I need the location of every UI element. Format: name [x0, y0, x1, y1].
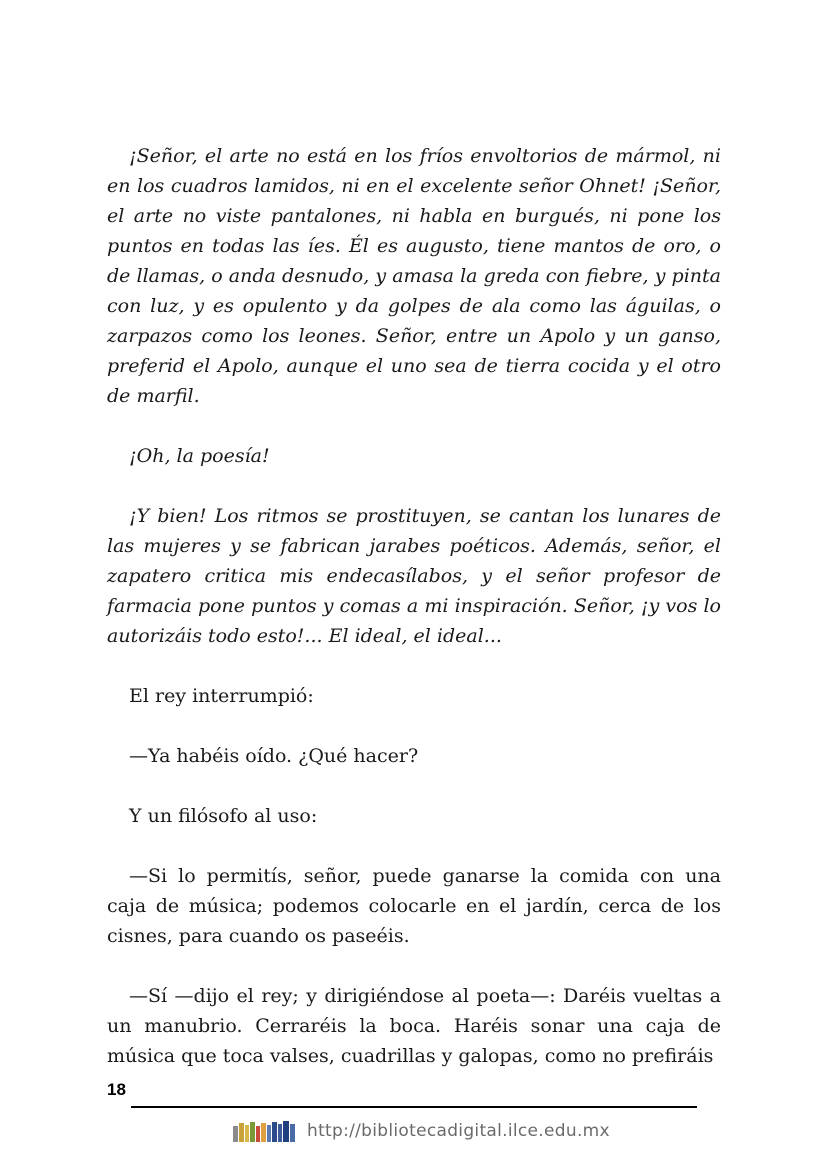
paragraph: ¡Señor, el arte no está en los fríos envoltorios de mármol, ni en los cuadros lamidos, ni en el excelente señor Ohnet! ¡Señor, el arte no viste pantalones, ni habla en burgués, ni pone los puntos en todas las íes. Él es augusto, tiene mantos de oro, o de llamas, o anda desnudo, y amasa la greda con fiebre, y pinta con luz, y es opulento y da golpes de ala como las águilas, o zarpazos como los leones. Señor, entre un Apolo y un ganso, preferid el Apolo, aunque el uno sea de tierra cocida y el otro de marfil. — [107, 145, 721, 407]
paragraph: ¡Y bien! Los ritmos se prostituyen, se cantan los lunares de las mujeres y se fabrican jarabes poéticos. Además, señor, el zapatero critica mis endecasílabos, y el señor profesor de farmacia pone puntos y comas a mi inspiración. Señor, ¡y vos lo autorizáis todo esto!... El ideal, el ideal... — [107, 505, 721, 647]
paragraph: —Sí —dijo el rey; y dirigiéndose al poeta—: Daréis vueltas a un manubrio. Cerraréis la boca. Haréis sonar una caja de música que toca valses, cuadrillas y galopas, como no prefiráis — [107, 985, 721, 1067]
books-logo-icon — [233, 1120, 297, 1142]
footer-brand — [233, 1118, 610, 1144]
page-body — [107, 141, 721, 1071]
paragraph: Y un filósofo al uso: — [129, 805, 318, 827]
page-footer — [107, 1080, 697, 1110]
paragraph: —Ya habéis oído. ¿Qué hacer? — [129, 745, 419, 767]
footer-url-link[interactable]: http://bibliotecadigital.ilce.edu.mx — [307, 1121, 610, 1141]
paragraph: —Si lo permitís, señor, puede ganarse la comida con una caja de música; podemos colocarle en el jardín, cerca de los cisnes, para cuando os paseéis. — [107, 865, 721, 947]
page-number: 18 — [107, 1080, 126, 1099]
footer-divider — [131, 1106, 697, 1108]
paragraph: El rey interrumpió: — [129, 685, 314, 707]
paragraph: ¡Oh, la poesía! — [129, 445, 270, 467]
